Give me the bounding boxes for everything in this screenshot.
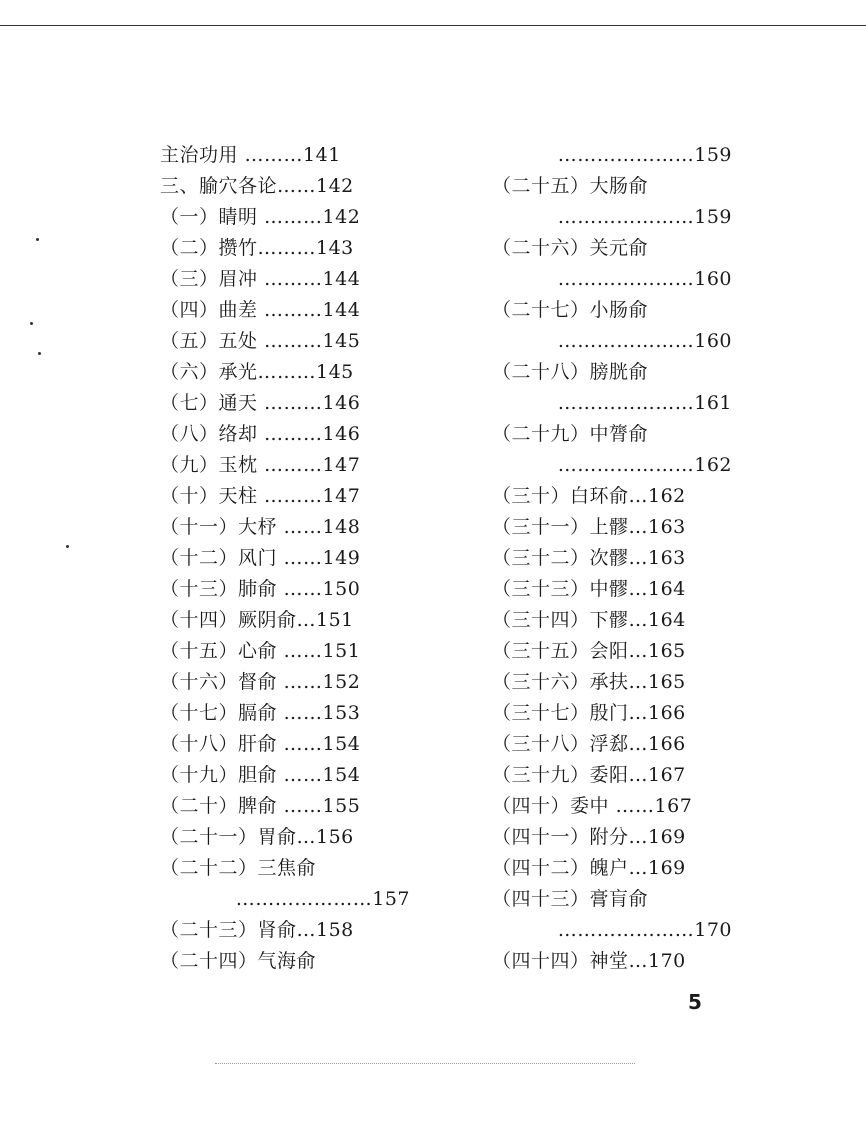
toc-entry: （二十五）大肠俞 — [492, 175, 649, 197]
toc-entry: （三十六）承扶…165 — [492, 671, 686, 693]
toc-entry: （十）天柱 ………147 — [160, 485, 361, 507]
toc-entry: （六）承光………145 — [160, 361, 354, 383]
toc-left-column — [160, 140, 410, 977]
toc-entry: （三十八）浮郄…166 — [492, 733, 686, 755]
toc-entry: （十七）膈俞 ……153 — [160, 702, 361, 724]
toc-entry: （三十五）会阳…165 — [492, 640, 686, 662]
scan-artifact-line — [215, 1063, 635, 1064]
toc-entry: （四十）委中 ……167 — [492, 795, 693, 817]
toc-entry: （三十）白环俞…162 — [492, 485, 686, 507]
toc-entry: （二十二）三焦俞 — [160, 857, 317, 879]
toc-entry: （十一）大杼 ……148 — [160, 516, 361, 538]
toc-entry: （五）五处 ………145 — [160, 330, 361, 352]
toc-right-column — [492, 140, 732, 977]
toc-entry: （十二）风门 ……149 — [160, 547, 361, 569]
scan-speck — [36, 238, 39, 241]
toc-entry: （二十四）气海俞 — [160, 950, 317, 972]
toc-entry: （九）玉枕 ………147 — [160, 454, 361, 476]
toc-entry-continuation: …………………161 — [557, 392, 732, 414]
toc-entry-continuation: …………………162 — [557, 454, 732, 476]
top-rule — [0, 25, 866, 26]
toc-entry: （十八）肝俞 ……154 — [160, 733, 361, 755]
scan-speck — [30, 322, 33, 325]
toc-entry-continuation: …………………159 — [557, 144, 732, 166]
toc-entry: （三十一）上髎…163 — [492, 516, 686, 538]
toc-entry: （二十七）小肠俞 — [492, 299, 649, 321]
toc-entry: （三十三）中髎…164 — [492, 578, 686, 600]
toc-entry-continuation: …………………157 — [235, 888, 410, 910]
toc-entry: （三十九）委阳…167 — [492, 764, 686, 786]
toc-entry: （二十九）中膂俞 — [492, 423, 649, 445]
toc-entry: （一）睛明 ………142 — [160, 206, 361, 228]
toc-entry: （四）曲差 ………144 — [160, 299, 361, 321]
toc-entry: （三十二）次髎…163 — [492, 547, 686, 569]
toc-entry: 主治功用 ………141 — [160, 144, 341, 166]
toc-entry: （四十三）膏肓俞 — [492, 888, 649, 910]
toc-entry: （二十八）膀胱俞 — [492, 361, 649, 383]
toc-entry: （三）眉冲 ………144 — [160, 268, 361, 290]
page-number: 5 — [688, 990, 702, 1014]
toc-entry: （二）攒竹………143 — [160, 237, 354, 259]
toc-entry: 三、腧穴各论……142 — [160, 175, 354, 197]
toc-entry: （四十一）附分…169 — [492, 826, 686, 848]
toc-entry: （三十四）下髎…164 — [492, 609, 686, 631]
toc-entry: （十三）肺俞 ……150 — [160, 578, 361, 600]
toc-entry: （四十二）魄户…169 — [492, 857, 686, 879]
scan-speck — [66, 545, 69, 548]
toc-entry: （十六）督俞 ……152 — [160, 671, 361, 693]
toc-entry: （十四）厥阴俞…151 — [160, 609, 354, 631]
toc-entry-continuation: …………………160 — [557, 268, 732, 290]
toc-entry: （二十三）肾俞…158 — [160, 919, 354, 941]
toc-entry: （二十六）关元俞 — [492, 237, 649, 259]
toc-entry: （八）络却 ………146 — [160, 423, 361, 445]
toc-entry: （二十一）胃俞…156 — [160, 826, 354, 848]
toc-entry: （七）通天 ………146 — [160, 392, 361, 414]
toc-entry-continuation: …………………159 — [557, 206, 732, 228]
toc-entry-continuation: …………………170 — [557, 919, 732, 941]
toc-entry: （四十四）神堂…170 — [492, 950, 686, 972]
toc-entry: （三十七）殷门…166 — [492, 702, 686, 724]
toc-entry-continuation: …………………160 — [557, 330, 732, 352]
toc-entry: （十九）胆俞 ……154 — [160, 764, 361, 786]
toc-entry: （十五）心俞 ……151 — [160, 640, 361, 662]
toc-entry: （二十）脾俞 ……155 — [160, 795, 361, 817]
scan-speck — [38, 352, 41, 355]
